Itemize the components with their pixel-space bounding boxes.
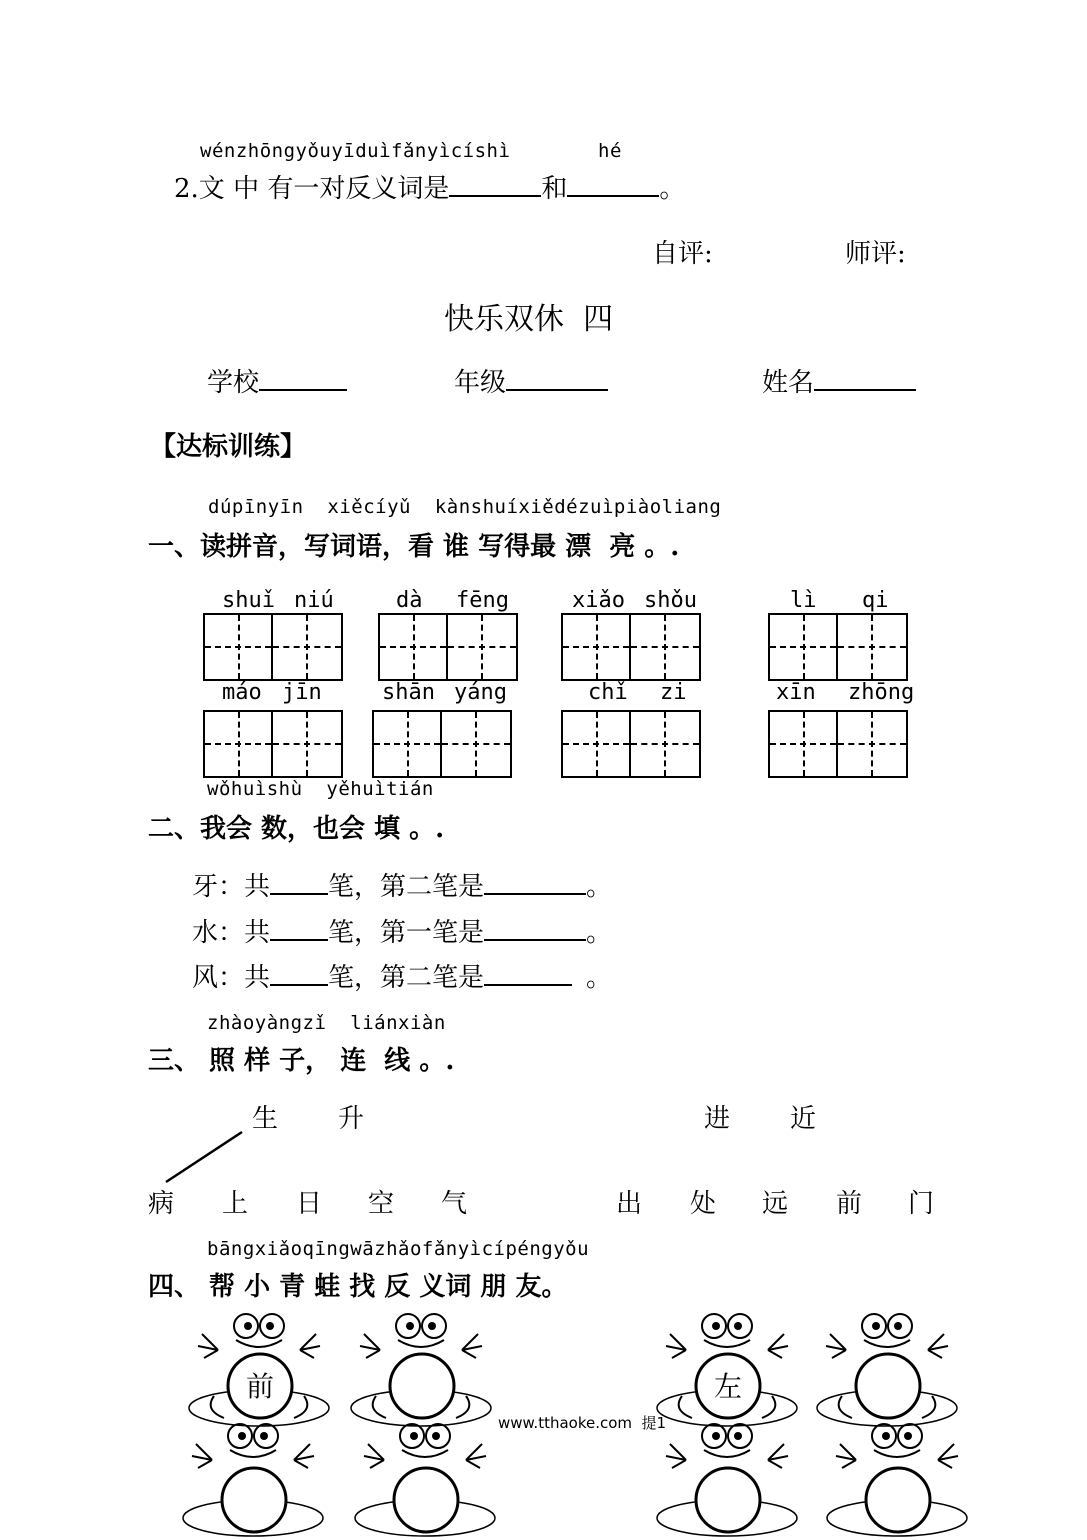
- stroke-blank[interactable]: [484, 915, 586, 941]
- word-pinyin: qi: [862, 588, 889, 613]
- stroke-row: 牙：共 笔，第二笔是 。: [192, 866, 612, 903]
- s4-heading: 四、 帮 小 青 蛙 找 反 义词 朋 友。: [148, 1272, 568, 1302]
- stroke-count-blank[interactable]: [270, 869, 328, 895]
- word-pinyin: xīn: [776, 680, 816, 705]
- frog-icon[interactable]: [652, 1420, 802, 1540]
- frog-icon[interactable]: [350, 1420, 500, 1540]
- match-top-char[interactable]: 近: [790, 1104, 817, 1134]
- match-bottom-char[interactable]: 日: [296, 1189, 323, 1219]
- match-top-char[interactable]: 升: [338, 1104, 365, 1134]
- word-pinyin: shǒu: [644, 588, 697, 613]
- match-bottom-char[interactable]: 出: [616, 1189, 643, 1219]
- match-bottom-char[interactable]: 前: [836, 1189, 863, 1219]
- page-title: 快乐双休 四: [444, 302, 614, 337]
- writing-grid[interactable]: [561, 710, 701, 778]
- question-2: 2.文 中 有一对反义词是 和 。: [174, 168, 685, 205]
- word-pinyin: niú: [294, 588, 334, 613]
- frog-icon[interactable]: [346, 1310, 496, 1430]
- watermark: www.tthaoke.com 提1: [498, 1414, 667, 1432]
- s3-heading: 三、 照 样 子， 连 线 。.: [148, 1046, 455, 1076]
- school-field: 学校: [207, 362, 347, 399]
- stroke-row: 风：共 笔，第二笔是 。: [192, 957, 612, 994]
- stroke-row: 水：共 笔，第一笔是 。: [192, 912, 612, 949]
- s3-pinyin: zhàoyàngzǐ liánxiàn: [207, 1012, 446, 1034]
- writing-grid[interactable]: [203, 710, 343, 778]
- writing-grid[interactable]: [372, 710, 512, 778]
- stroke-blank[interactable]: [484, 869, 586, 895]
- writing-grid[interactable]: [768, 710, 908, 778]
- answer-blank[interactable]: [449, 171, 541, 197]
- teacher-eval-label: 师评:: [845, 239, 906, 269]
- frog-icon[interactable]: [822, 1420, 972, 1540]
- word-pinyin: xiǎo: [572, 588, 625, 613]
- match-bottom-char[interactable]: 远: [762, 1189, 789, 1219]
- writing-grid[interactable]: [561, 613, 701, 681]
- grade-blank[interactable]: [506, 365, 608, 391]
- stroke-count-blank[interactable]: [270, 915, 328, 941]
- frog-icon[interactable]: [178, 1420, 328, 1540]
- match-bottom-char[interactable]: 空: [368, 1189, 395, 1219]
- match-bottom-char[interactable]: 气: [441, 1189, 468, 1219]
- writing-grid[interactable]: [768, 613, 908, 681]
- match-top-char[interactable]: 生: [252, 1104, 279, 1134]
- word-pinyin: fēng: [456, 588, 509, 613]
- stroke-blank[interactable]: [484, 960, 572, 986]
- grade-field: 年级: [454, 362, 608, 399]
- match-top-char[interactable]: 进: [704, 1104, 731, 1134]
- word-pinyin: chǐ: [588, 680, 628, 705]
- s2-heading: 二、我会 数，也会 填 。.: [148, 814, 445, 844]
- word-pinyin: yáng: [454, 680, 507, 705]
- match-bottom-char[interactable]: 门: [908, 1189, 935, 1219]
- stroke-count-blank[interactable]: [270, 960, 328, 986]
- example-link-line: [160, 1128, 250, 1188]
- match-bottom-char[interactable]: 上: [222, 1189, 249, 1219]
- s1-pinyin: dúpīnyīn xiěcíyǔ kànshuíxiědézuìpiàoliang: [208, 496, 722, 518]
- school-blank[interactable]: [259, 365, 347, 391]
- section-header: 【达标训练】: [150, 432, 307, 462]
- frog-icon: [184, 1310, 334, 1430]
- word-pinyin: zhōng: [848, 680, 915, 705]
- frog-char: 左: [713, 1370, 743, 1403]
- match-bottom-char[interactable]: 病: [148, 1189, 175, 1219]
- word-pinyin: dà: [396, 588, 423, 613]
- q2-pinyin-he: hé: [598, 140, 622, 162]
- word-pinyin: jīn: [282, 680, 322, 705]
- answer-blank[interactable]: [567, 171, 659, 197]
- self-eval-label: 自评:: [652, 239, 713, 269]
- frog-icon[interactable]: [812, 1310, 962, 1430]
- s1-heading: 一、读拼音，写词语，看 谁 写得最 漂 亮 。.: [148, 532, 680, 562]
- frog-char: 前: [245, 1370, 275, 1403]
- match-bottom-char[interactable]: 处: [690, 1189, 717, 1219]
- word-pinyin: máo: [222, 680, 262, 705]
- writing-grid[interactable]: [378, 613, 518, 681]
- word-pinyin: shān: [382, 680, 435, 705]
- word-pinyin: shuǐ: [222, 588, 275, 613]
- word-pinyin: zi: [660, 680, 687, 705]
- frog-icon: [652, 1310, 802, 1430]
- q2-pinyin: wénzhōngyǒuyīduìfǎnyìcíshì: [200, 140, 511, 162]
- name-blank[interactable]: [814, 365, 916, 391]
- s4-pinyin: bāngxiǎoqīngwāzhǎofǎnyìcípéngyǒu: [207, 1238, 590, 1260]
- s2-pinyin: wǒhuìshù yěhuìtián: [207, 778, 434, 800]
- name-field: 姓名: [762, 362, 916, 399]
- word-pinyin: lì: [790, 588, 817, 613]
- writing-grid[interactable]: [203, 613, 343, 681]
